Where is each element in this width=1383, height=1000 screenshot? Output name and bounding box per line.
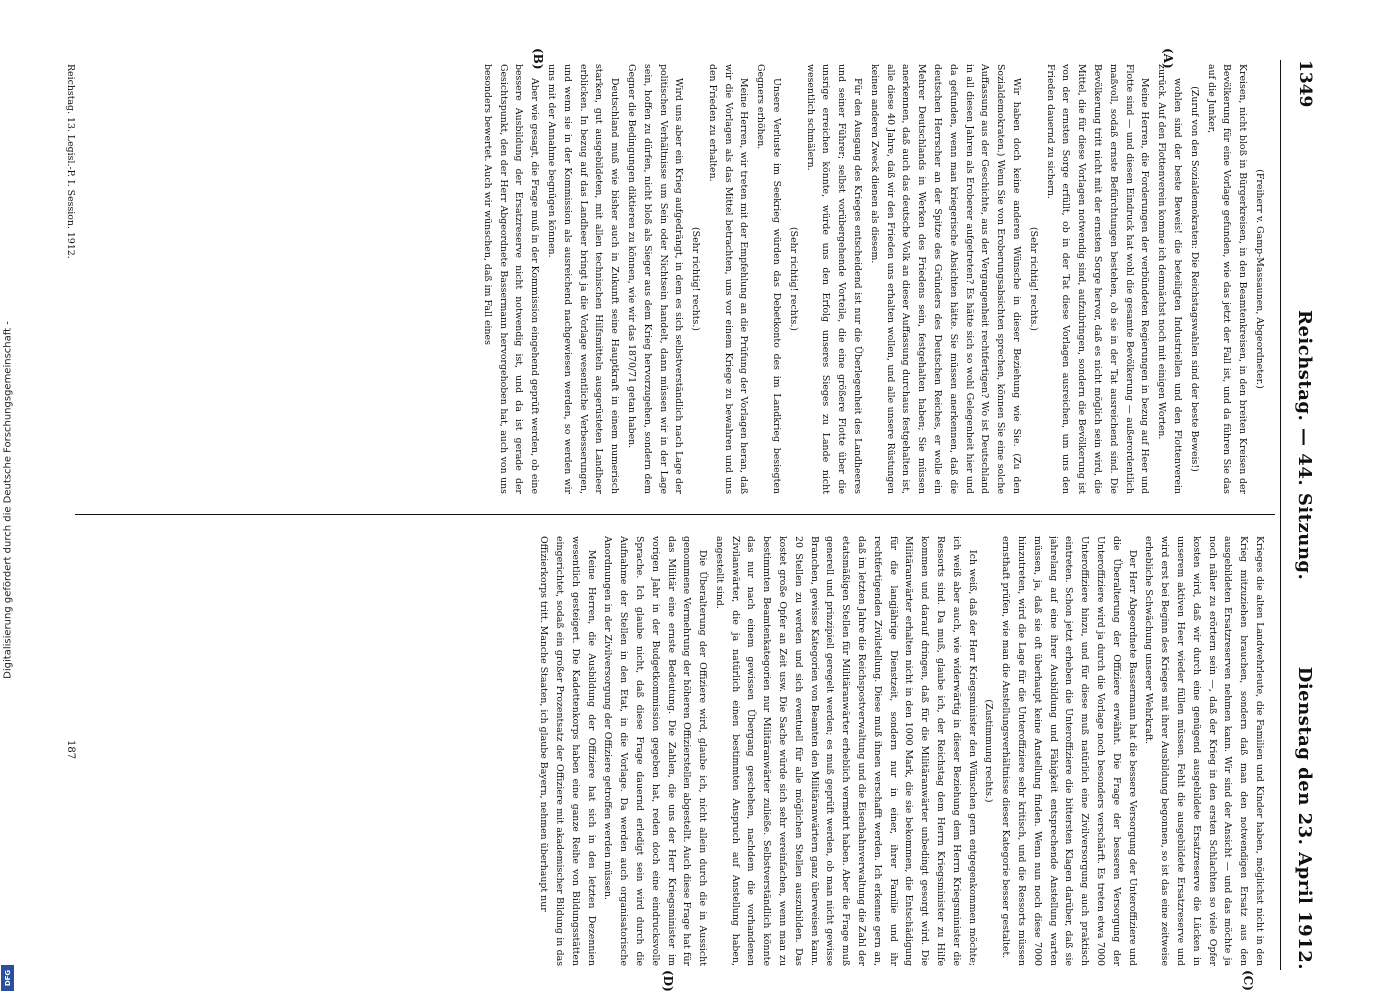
column-divider (75, 514, 1275, 515)
header-title: Reichstag. — 44. Sitzung. (1294, 310, 1315, 581)
margin-letter-b: (B) (531, 48, 545, 70)
interjection: (Zustimmung rechts.) (983, 699, 995, 803)
paragraph: Unsere Verluste im Seekrieg würden das Debetkonto des im Landkrieg besiegten Gegners erhöhen. (755, 64, 783, 494)
credit-text: Digitalisierung gefördert durch die Deutsche Forschungsgemeinschaft - (2, 321, 14, 679)
dfg-logo: DFG (1, 965, 14, 991)
interjection: (Sehr richtig! rechts.) (1027, 227, 1039, 331)
page-number: 1349 (1295, 60, 1315, 108)
interjection: (Sehr richtig! rechts.) (690, 227, 702, 331)
header-rule (1280, 60, 1281, 970)
paragraph: Kreisen, nicht bloß in Bürgerkreisen, in den Beamtenkreisen, in den breiten Kreisen der Bevölkerung für eine Vorlage gefunden, wie das jetzt der Fall ist, und da führen Sie das auf die Junker, (1205, 64, 1249, 494)
paragraph: Der Herr Abgeordnete Bassermann hat die bessere Versorgung der Unteroffiziere und die Überalterung der Offiziere erwähnt. Die Frage der besseren Versorgung der Unteroffiziere wird ja durch die Vorlage noch besonders verschärft. Es treten etwa 7000 Unteroffiziere hinzu, und für diese muß natürlich eine Zivilversorgung auch praktisch eintreten. Schon jetzt erheben die Unteroffiziere die bittersten Klagen darüber, daß sie jahrelang auf eine ihrer Ausbildung und Fähigkeit entsprechende Anstellung warten müssen, ja, daß sie oft überhaupt keine Anstellung finden. Wenn nun noch diese 7000 hinzutreten, wird die Lage für die Unteroffiziere sehr kritisch, und die Ressorts müssen ernsthaft prüfen, wie man die Anstellungsverhältnisse dieser Kategorie besser gestaltet. (1000, 536, 1138, 966)
paragraph: Die Überalterung der Offiziere wird, glaube ich, nicht allein durch die in Aussicht genommene Vermehrung der höheren Offizierstellen abgestellt. Auch diese Frage hat für das Militär eine ernste Bedeutung. Die Zahlen, die uns der Herr Kriegsminister im vorigen Jahr in der Budgetkommission gegeben hat, reden doch eine eindrucksvolle Sprache. Ich glaube nicht, daß diese Frage dauernd erledigt sein wird durch die Aufnahme der Stellen in den Etat, in die Vorlage. Da werden auch organisatorische Anordnungen in der Zivilversorgung der Offiziere getroffen werden müssen. (602, 536, 709, 966)
paragraph: Für den Ausgang des Krieges entscheidend ist nur die Überlegenheit des Landheeres und seiner Führer; selbst vorübergehende Vorteile, die eine größere Flotte über die unsrige erreichen könnte, würde uns den Erfolg unseres Sieges zu Lande nicht wesentlich schmälern. (804, 64, 864, 494)
paragraph: Wir haben doch keine anderen Wünsche in dieser Beziehung wie Sie. (Zu den Sozialdemokraten.) Wenn Sie von Eroberungsabsichten sprechen, können Sie eine solche Auffassung aus der Geschichte, aus der Vergangenheit rechtfertigen? Wo ist Deutschland in all diesen Jahren als Eroberer aufgetreten? Es hätte sich so wohl Gelegenheit hier und da gefunden, wenn man kriegerische Absichten hätte. Sie müssen anerkennen, daß die deutschen Herrscher an der Spitze des Gründers des Deutschen Reiches, er wolle ein Mehrer Deutschlands in Werken des Friedens sein, festgehalten haben; Sie müssen anerkennen, daß auch das deutsche Volk an dieser Auffassung durchaus festgehalten ist, alle diese 40 Jahre, daß wir den Frieden uns erhalten wollen, und alle unsere Rüstungen keinen anderen Zweck dienen als diesem. (868, 64, 1023, 494)
margin-letter-c: (C) (1241, 970, 1255, 991)
interjection: (Sehr richtig! rechts.) (787, 227, 799, 331)
page-header (1279, 60, 1319, 970)
paragraph: Deutschland muß wie bisher auch in Zukunft seine Hauptkraft in einem numerisch starken, gut ausgebildeten, mit allen technischen Hilfsmitteln ausgerüsteten Landheer erblicken. In bezug auf das Landheer bringt ja die Vorlage wesentliche Verbesserungen, und wenn sie in der Kommission als ausreichend nachgewiesen werden, so werden wir uns mit der Annahme begnügen können. (545, 64, 621, 494)
paragraph: Meine Herren, wir treten mit der Empfehlung an die Prüfung der Vorlagen heran, daß wir die Vorlagen als das Mittel betrachten, uns vor einem Kriege zu bewahren und uns den Frieden zu erhalten. (706, 64, 750, 494)
paragraph: Krieges die alten Landwehrleute, die Familien und Kinder haben, möglichst nicht in den Krieg mitzuziehen brauchen, sondern daß man den notwendigen Ersatz aus den ausgebildeten Ersatzreserven nehmen kann. Wir sind der Ansicht — und das möchte ja noch näher zu erörtern sein —, daß der Krieg in den ersten Schlachten so viele Opfer kosten wird, daß wir durch eine genügend ausgebildete Ersatzreserve die Lücken in unserem aktiven Heer wieder füllen müssen. Fehlt die ausgebildete Ersatzreserve und wird erst bei Beginn des Krieges mit ihrer Ausbildung begonnen, so ist das eine zeitweise erhebliche Schwächung unserer Wehrkraft. (1143, 536, 1265, 966)
right-column (75, 536, 1267, 966)
paragraph: Ich weiß, daß der Herr Kriegsminister den Wünschen gern entgegenkommen möchte; ich weiß aber auch, wie widerwärtig in dieser Beziehung dem Herrn Kriegsminister die Ressorts sind. Da muß, glaube ich, der Reichstag dem Herrn Kriegsminister zu Hilfe kommen und darauf dringen, daß für die Militäranwärter unbedingt gesorgt wird. Die Militäranwärter erhalten nicht in den 1000 Mark, die sie bekommen, die Entschädigung für die langjährige Dienstzeit, sondern nur in einer, ihrer Familie und ihr rechtfertigenden Zivilstellung. Diese muß ihnen verschafft werden. Ich erkenne gern an, daß im letzten Jahre die Reichspostverwaltung und die Eisenbahnverwaltung die Zahl der etatsmäßigen Stellen für Militäranwärter erheblich vermehrt haben. Aber die Frage muß generell und prinzipiell geregelt werden; es muß geprüft werden, ob man nicht gewisse Branchen, gewisse Kategorien von Beamten den Militäranwärtern ganz überweisen kann. 20 Stellen zu werden und sich eventuell für alle möglichen Stellen auszubilden. Das kostet große Opfer an Zeit usw. Die Sache würde sich sehr vereinfachen, wenn man zu bestimmten Beamtenkategorien nur Militäranwärter zuließe. Selbstverständlich könnte das nur nach einem gewissen Übergang geschehen, nachdem die vorhandenen Zivilanwärter, die ja natürlich einen bestimmten Anspruch auf Anstellung haben, angestellt sind. (713, 536, 978, 966)
margin-letter-d: (D) (661, 970, 675, 992)
credit-strip (0, 0, 16, 1000)
sheet-number: 187 (65, 740, 76, 760)
paragraph: Aber wie gesagt, die Frage muß in der Kommission eingehend geprüft werden, ob eine bessere Ausbildung der Ersatzreserve nicht notwendig ist, und da ist gerade der Gesichtspunkt, den der Herr Abgeordnete Bassermann hervorgehoben hat, auch von uns besonders bewertet. Auch wir wünschen, daß im Fall eines (481, 64, 541, 494)
paragraph: Meine Herren, die Forderungen der verbündeten Regierungen in bezug auf Heer und Flotte sind — und diesen Eindruck hat wohl die gesamte Bevölkerung — außerordentlich maßvoll, sodaß ernste Befürchtungen bestehen, ob sie in der Tat ausreichend sind. Die Bevölkerung tritt nicht mit der ernsten Sorge hervor, daß es nicht möglich sein wird, die Mittel, die für diese Vorlagen notwendig sind, aufzubringen, sondern die Bevölkerung ist von der ernsten Sorge erfüllt, ob in der Tat diese Vorlagen ausreichen, um uns den Frieden dauernd zu sichern. (1044, 64, 1151, 494)
header-date: Dienstag den 23. April 1912. (1294, 666, 1315, 970)
footer-session: Reichstag. 13. Legisl.-P. I. Session. 1912. (65, 64, 76, 259)
paragraph: Meine Herren, die Ausbildung der Offiziere hat sich in den letzten Dezennien wesentlich gesteigert. Die Kadettenkorps haben eine ganze Reihe von Bildungsstätten eingerichtet, sodaß ein großer Prozentsatz der Offiziere mit akademischer Bildung in das Offizierkorps tritt. Manche Staaten, ich glaube Bayern, nehmen überhaupt nur (538, 536, 597, 966)
paragraph: Wird uns aber ein Krieg aufgedrängt, in dem es sich selbstverständlich nach Lage der politischen Verhältnisse um Sein oder Nichtsein handelt, dann müssen wir in der Lage sein, hoffen zu dürfen, nicht bloß als Sieger aus dem Krieg hervorzugehen, sondern dem Gegner die Bedingungen diktieren zu können, wie wir das 1870/71 getan haben. (625, 64, 685, 494)
interjection: (Zuruf von den Sozialdemokraten: Die Reichstagswahlen sind der beste Beweis!) (1188, 86, 1200, 472)
paragraph: wohlen sind der beste Beweis! die beteiligten Industriellen und den Flottenverein zurück. Auf den Flottenverein komme ich demnächst noch mit einigen Worten. (1156, 64, 1184, 494)
speaker-line: (Freiherr v. Gamp-Massaunen, Abgeordneter.) (1254, 169, 1265, 389)
left-column (75, 64, 1267, 494)
margin-letter-a: (A) (1161, 48, 1175, 69)
scanned-page (65, 48, 1325, 992)
